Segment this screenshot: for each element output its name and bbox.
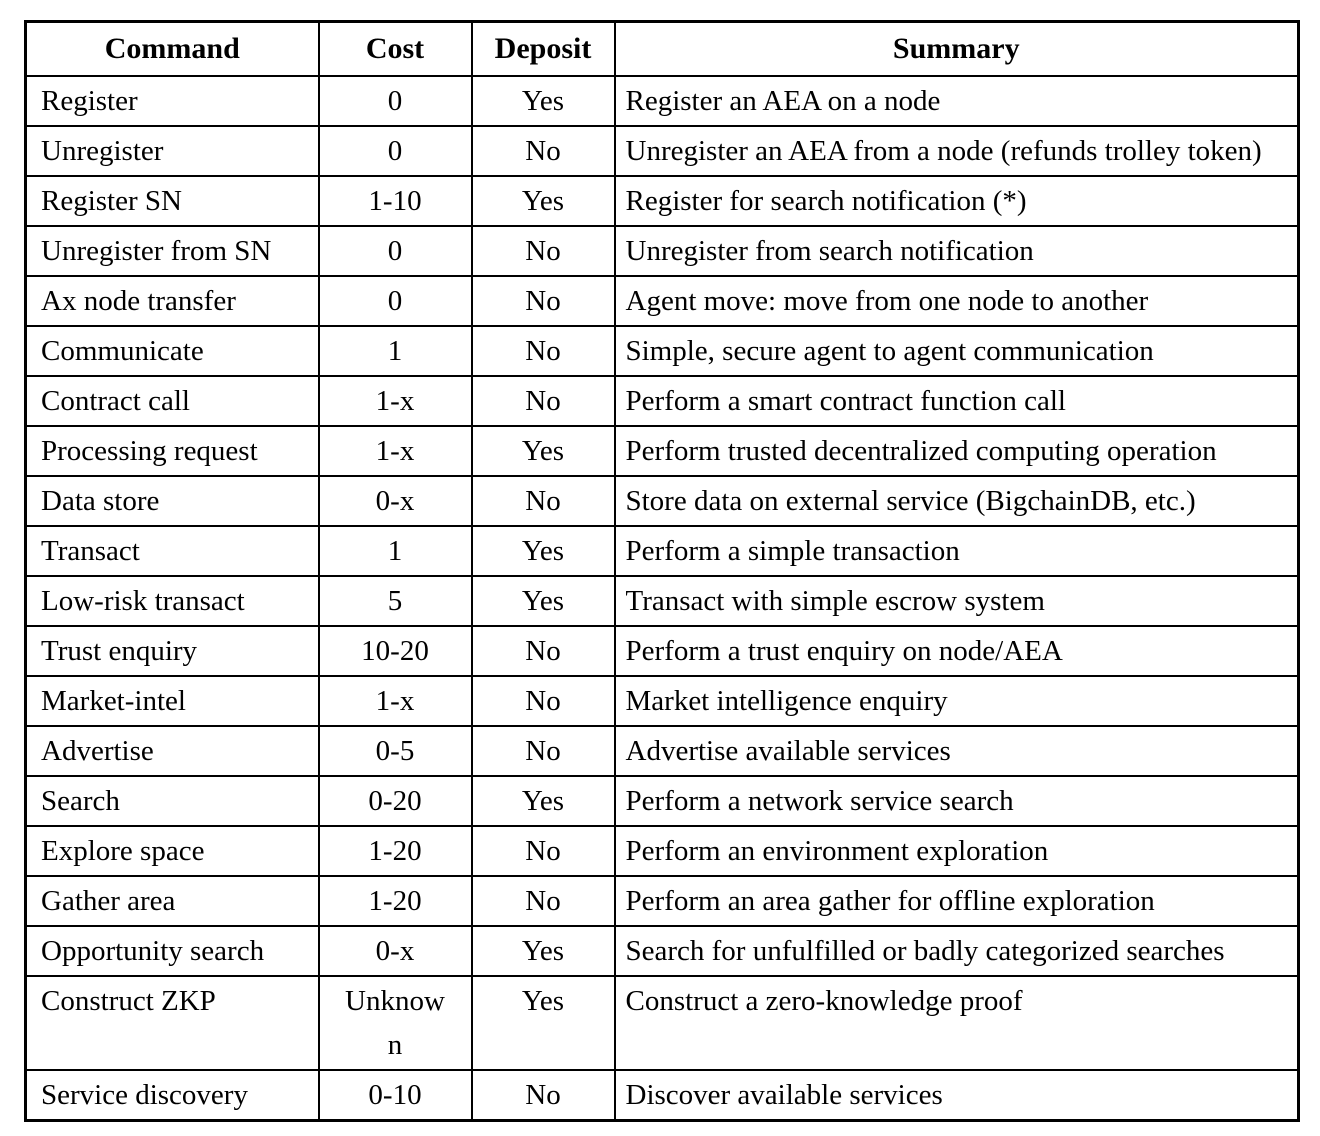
command-cell: Service discovery <box>26 1070 319 1121</box>
deposit-cell: No <box>472 276 615 326</box>
cost-cell: 0-5 <box>319 726 472 776</box>
cost-cell: 0-10 <box>319 1070 472 1121</box>
table-row <box>26 176 1299 226</box>
table-row <box>26 826 1299 876</box>
deposit-cell: No <box>472 476 615 526</box>
table-row <box>26 876 1299 926</box>
table-row <box>26 626 1299 676</box>
deposit-cell: No <box>472 626 615 676</box>
command-cell: Opportunity search <box>26 926 319 976</box>
command-cell: Advertise <box>26 726 319 776</box>
table-row <box>26 376 1299 426</box>
deposit-cell: Yes <box>472 776 615 826</box>
table-row <box>26 276 1299 326</box>
table-row <box>26 126 1299 176</box>
cost-cell: 0-x <box>319 926 472 976</box>
table-row <box>26 976 1299 1070</box>
deposit-cell: No <box>472 676 615 726</box>
summary-cell: Simple, secure agent to agent communication <box>615 326 1299 376</box>
header-deposit: Deposit <box>472 22 615 77</box>
table-header <box>26 22 1299 77</box>
header-command: Command <box>26 22 319 77</box>
cost-cell: 1-x <box>319 376 472 426</box>
command-cell: Explore space <box>26 826 319 876</box>
summary-cell: Agent move: move from one node to another <box>615 276 1299 326</box>
command-cell: Processing request <box>26 426 319 476</box>
deposit-cell: Yes <box>472 176 615 226</box>
deposit-cell: No <box>472 126 615 176</box>
summary-cell: Perform an environment exploration <box>615 826 1299 876</box>
command-cell: Contract call <box>26 376 319 426</box>
cost-cell: 1 <box>319 326 472 376</box>
summary-cell: Perform trusted decentralized computing operation <box>615 426 1299 476</box>
table-row <box>26 576 1299 626</box>
summary-cell: Register for search notification (*) <box>615 176 1299 226</box>
cost-cell: 0 <box>319 126 472 176</box>
command-cell: Search <box>26 776 319 826</box>
command-cell: Market-intel <box>26 676 319 726</box>
cost-cell: 1-10 <box>319 176 472 226</box>
table-body <box>26 76 1299 1121</box>
table-row <box>26 526 1299 576</box>
command-cell: Unregister <box>26 126 319 176</box>
summary-cell: Perform a smart contract function call <box>615 376 1299 426</box>
summary-cell: Perform an area gather for offline exploration <box>615 876 1299 926</box>
summary-cell: Discover available services <box>615 1070 1299 1121</box>
deposit-cell: No <box>472 376 615 426</box>
table-row <box>26 476 1299 526</box>
table-row <box>26 76 1299 126</box>
command-cell: Construct ZKP <box>26 976 319 1070</box>
summary-cell: Register an AEA on a node <box>615 76 1299 126</box>
command-cell: Low-risk transact <box>26 576 319 626</box>
header-summary: Summary <box>615 22 1299 77</box>
deposit-cell: Yes <box>472 76 615 126</box>
command-cell: Register SN <box>26 176 319 226</box>
deposit-cell: No <box>472 1070 615 1121</box>
cost-cell: 0 <box>319 226 472 276</box>
command-cell: Data store <box>26 476 319 526</box>
command-cell: Register <box>26 76 319 126</box>
summary-cell: Unregister an AEA from a node (refunds trolley token) <box>615 126 1299 176</box>
commands-table <box>24 20 1300 1122</box>
header-cost: Cost <box>319 22 472 77</box>
summary-cell: Advertise available services <box>615 726 1299 776</box>
summary-cell: Market intelligence enquiry <box>615 676 1299 726</box>
cost-cell: 1-x <box>319 676 472 726</box>
summary-cell: Perform a simple transaction <box>615 526 1299 576</box>
summary-cell: Construct a zero-knowledge proof <box>615 976 1299 1070</box>
summary-cell: Perform a network service search <box>615 776 1299 826</box>
deposit-cell: No <box>472 326 615 376</box>
deposit-cell: Yes <box>472 926 615 976</box>
table-row <box>26 926 1299 976</box>
command-cell: Ax node transfer <box>26 276 319 326</box>
command-cell: Gather area <box>26 876 319 926</box>
cost-cell: 5 <box>319 576 472 626</box>
table-row <box>26 426 1299 476</box>
table-row <box>26 726 1299 776</box>
summary-cell: Store data on external service (BigchainDB, etc.) <box>615 476 1299 526</box>
command-cell: Communicate <box>26 326 319 376</box>
deposit-cell: Yes <box>472 426 615 476</box>
cost-cell: 0 <box>319 276 472 326</box>
deposit-cell: Yes <box>472 576 615 626</box>
deposit-cell: No <box>472 226 615 276</box>
table-row <box>26 226 1299 276</box>
deposit-cell: Yes <box>472 526 615 576</box>
cost-cell: 1 <box>319 526 472 576</box>
cost-cell: 1-20 <box>319 826 472 876</box>
deposit-cell: No <box>472 876 615 926</box>
deposit-cell: No <box>472 826 615 876</box>
deposit-cell: No <box>472 726 615 776</box>
command-cell: Transact <box>26 526 319 576</box>
cost-cell: 10-20 <box>319 626 472 676</box>
cost-cell: 1-20 <box>319 876 472 926</box>
cost-cell: Unknown <box>319 976 472 1070</box>
header-row <box>26 22 1299 77</box>
command-cell: Unregister from SN <box>26 226 319 276</box>
table-row <box>26 776 1299 826</box>
summary-cell: Unregister from search notification <box>615 226 1299 276</box>
deposit-cell: Yes <box>472 976 615 1070</box>
summary-cell: Search for unfulfilled or badly categorized searches <box>615 926 1299 976</box>
table-row <box>26 1070 1299 1121</box>
command-cell: Trust enquiry <box>26 626 319 676</box>
cost-cell: 1-x <box>319 426 472 476</box>
table-row <box>26 676 1299 726</box>
cost-cell: 0-x <box>319 476 472 526</box>
summary-cell: Transact with simple escrow system <box>615 576 1299 626</box>
cost-cell: 0 <box>319 76 472 126</box>
table-row <box>26 326 1299 376</box>
cost-cell: 0-20 <box>319 776 472 826</box>
summary-cell: Perform a trust enquiry on node/AEA <box>615 626 1299 676</box>
